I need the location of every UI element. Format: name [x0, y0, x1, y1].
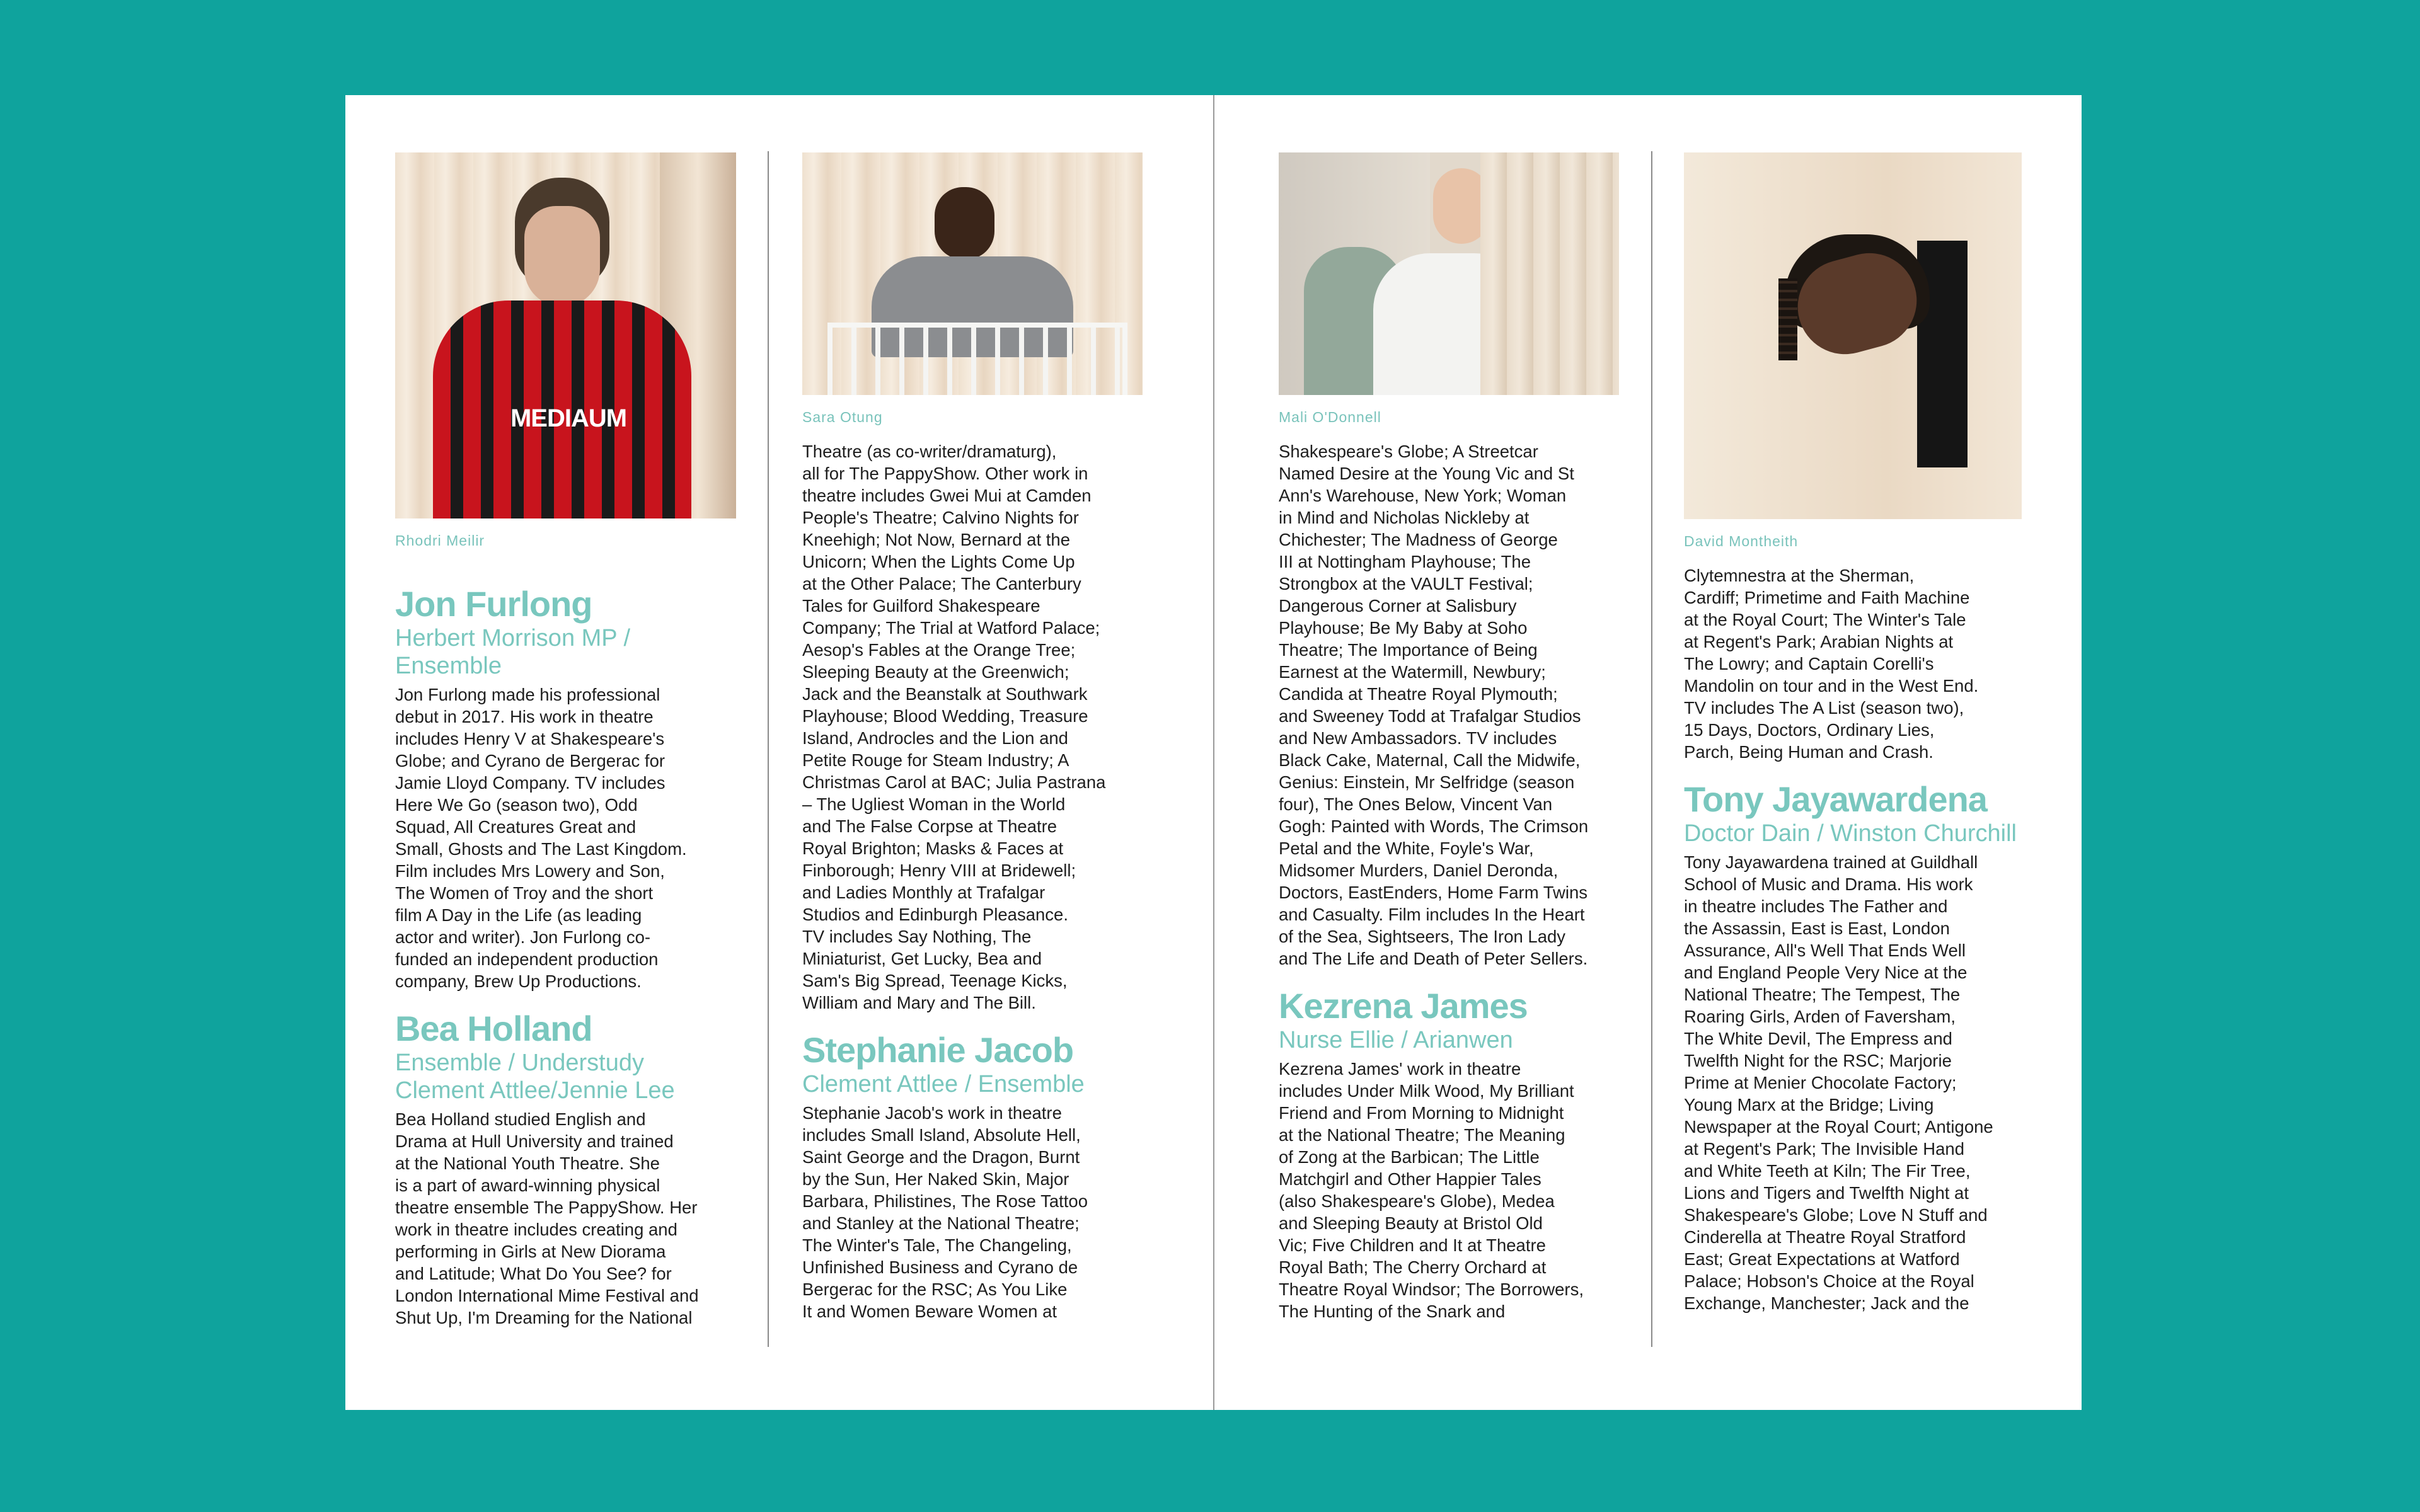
person-role: Doctor Dain / Winston Churchill: [1684, 820, 2017, 847]
person-bio: Kezrena James' work in theatre includes Under Milk Wood, My Brilliant Friend and From Morning to Midnight at the National Theatre; The Meaning of Zong at the Barbican; The Little Matchgirl and Other Happier Tales (also Shakespeare's Globe), Medea and Sleeping Beauty at Bristol Old Vic; Five Children and It at Theatre Royal Bath; The Cherry Orchard at Theatre Royal Windsor; The Borrowers, The Hunting of the Snark and: [1279, 1059, 1584, 1321]
person-role: Herbert Morrison MP / Ensemble: [395, 625, 631, 679]
person-bio: Jon Furlong made his professional debut in 2017. His work in theatre includes Henry V at Shakespeare's Globe; and Cyrano de Bergerac for Jamie Lloyd Company. TV includes Here We Go (season two), Odd Squad, All Creatures Great and Small, Ghosts and The Last Kingdom. Film includes Mrs Lowery and Son, The Women of Troy and the short film A Day in the Life (as leading actor and writer). Jon Furlong co- funded an independent production company, Brew Up Productions.: [395, 685, 687, 991]
person-bio-continued: Theatre (as co-writer/dramaturg), all for The PappyShow. Other work in theatre includes Gwei Mui at Camden People's Theatre; Calvino Nights for Kneehigh; Not Now, Bernard at the Unicorn; When the Lights Come Up at the Other Palace; The Canterbury Tales for Guilford Shakespeare Company; The Trial at Watford Palace; Aesop's Fables at the Orange Tree; Sleeping Beauty at the Greenwich; Jack and the Beanstalk at Southwark Playhouse; Blood Wedding, Treasure Island, Androcles and the Lion and Petite Rouge for Steam Industry; A Christmas Carol at BAC; Julia Pastrana – The Ugliest Woman in the World and The False Corpse at Theatre Royal Brighton; Masks & Faces at Finborough; Henry VIII at Bridewell; and Ladies Monthly at Trafalgar Studios and Edinburgh Pleasance. TV includes Say Nothing, The Miniaturist, Get Lucky, Bea and Sam's Big Spread, Teenage Kicks, William and Mary and The Bill.: [802, 442, 1106, 1012]
jersey-sponsor-text: MEDIAUM: [510, 404, 627, 432]
column-4: [1684, 152, 2031, 1314]
person-bio: Stephanie Jacob's work in theatre includes Small Island, Absolute Hell, Saint George and the Dragon, Burnt by the Sun, Her Naked Skin, Major Barbara, Philistines, The Rose Tattoo and Stanley at the National Theatre; The Winter's Tale, The Changeling, Unfinished Business and Cyrano de Bergerac for the RSC; As You Like It and Women Beware Women at: [802, 1103, 1088, 1321]
person-bio: Bea Holland studied English and Drama at Hull University and trained at the National Youth Theatre. She is a part of award-winning physical theatre ensemble The PappyShow. Her work in theatre includes creating and performing in Girls at New Diorama and Latitude; What Do You See? for London International Mime Festival and Shut Up, I'm Dreaming for the National: [395, 1109, 699, 1327]
column-1: [395, 152, 735, 1329]
portrait-photo-rhodri-meilir: [395, 152, 736, 518]
person-name: Kezrena James: [1279, 986, 1528, 1026]
column-3: [1279, 152, 1622, 1322]
column-rule-left: [768, 151, 769, 1347]
photo-caption: David Montheith: [1684, 533, 1799, 549]
person-name: Stephanie Jacob: [802, 1030, 1074, 1070]
photo-caption: Sara Otung: [802, 409, 883, 425]
portrait-photo-david-montheith: [1684, 152, 2022, 519]
spine-fold: [1213, 95, 1214, 1410]
person-bio-continued: Shakespeare's Globe; A Streetcar Named Desire at the Young Vic and St Ann's Warehouse, New York; Woman in Mind and Nicholas Nickleby at Chichester; The Madness of George III at Nottingham Playhouse; The Strongbox at the VAULT Festival; Dangerous Corner at Salisbury Playhouse; Be My Baby at Soho Theatre; The Importance of Being Earnest at the Watermill, Newbury; Candida at Theatre Royal Plymouth; and Sweeney Todd at Trafalgar Studios and New Ambassadors. TV includes Black Cake, Maternal, Call the Midwife, Genius: Einstein, Mr Selfridge (season four), The Ones Below, Vincent Van Gogh: Painted with Words, The Crimson Petal and the White, Foyle's War, Midsomer Murders, Daniel Deronda, Doctors, EastEnders, Home Farm Twins and Casualty. Film includes In the Heart of the Sea, Sightseers, The Iron Lady and The Life and Death of Peter Sellers.: [1279, 442, 1589, 968]
person-bio: Tony Jayawardena trained at Guildhall School of Music and Drama. His work in theatre includes The Father and the Assassin, East is East, London Assurance, All's Well That Ends Well and England People Very Nice at the National Theatre; The Tempest, The Roaring Girls, Arden of Faversham, The White Devil, The Empress and Twelfth Night for the RSC; Marjorie Prime at Menier Chocolate Factory; Young Marx at the Bridge; Living Newspaper at the Royal Court; Antigone at Regent's Park; The Invisible Hand and White Teeth at Kiln; The Fir Tree, Lions and Tigers and Twelfth Night at Shakespeare's Globe; Love N Stuff and Cinderella at Theatre Royal Stratford East; Great Expectations at Watford Palace; Hobson's Choice at the Royal Exchange, Manchester; Jack and the: [1684, 852, 1993, 1313]
column-2: [802, 152, 1146, 1322]
person-role: Clement Attlee / Ensemble: [802, 1071, 1085, 1097]
portrait-photo-sara-otung: [802, 152, 1143, 395]
portrait-photo-mali-odonnell: [1279, 152, 1619, 395]
photo-caption: Rhodri Meilir: [395, 532, 485, 549]
person-name: Jon Furlong: [395, 584, 592, 624]
photo-caption: Mali O'Donnell: [1279, 409, 1381, 425]
person-role: Ensemble / Understudy Clement Attlee/Jennie Lee: [395, 1050, 675, 1104]
person-name: Bea Holland: [395, 1009, 592, 1048]
person-name: Tony Jayawardena: [1684, 779, 1987, 819]
person-role: Nurse Ellie / Arianwen: [1279, 1027, 1513, 1053]
column-rule-right: [1651, 151, 1652, 1347]
person-bio-continued: Clytemnestra at the Sherman, Cardiff; Primetime and Faith Machine at the Royal Court; The Winter's Tale at Regent's Park; Arabian Nights at The Lowry; and Captain Corelli's Mandolin on tour and in the West End. TV includes The A List (season two), 15 Days, Doctors, Ordinary Lies, Parch, Being Human and Crash.: [1684, 566, 1979, 762]
